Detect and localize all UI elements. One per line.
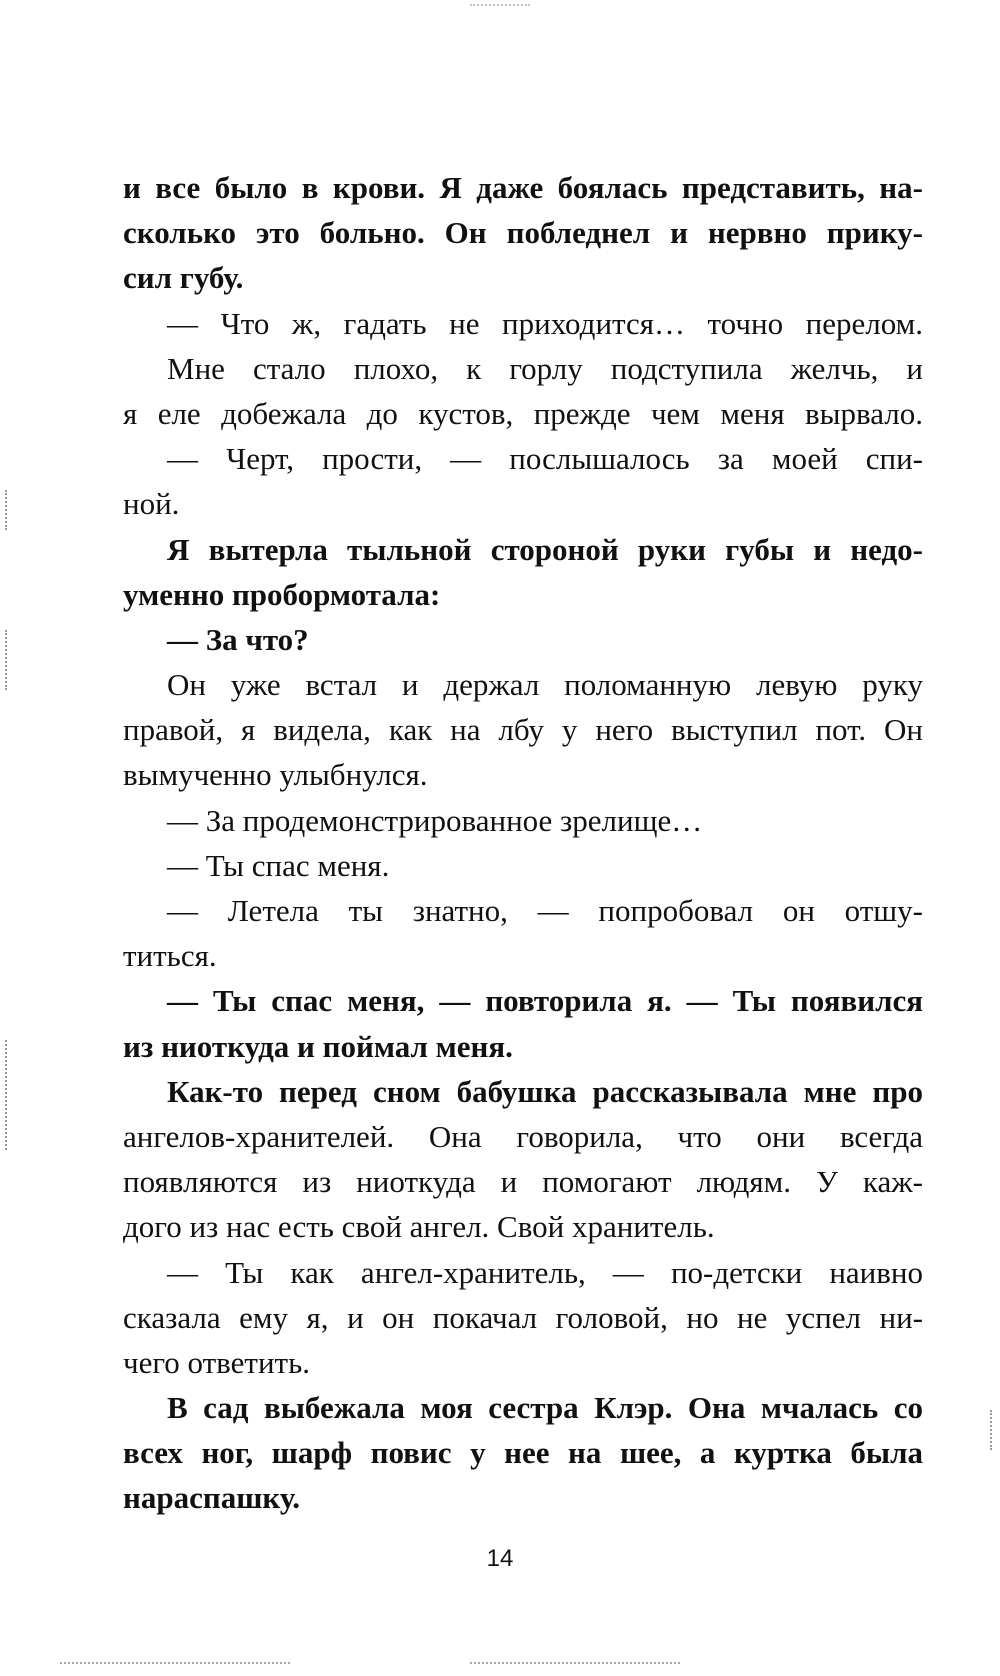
text-line: правой, я видела, как на лбу у него выступил пот. Он: [123, 712, 923, 748]
text-line: — Ты как ангел-хранитель, — по-детски наивно: [167, 1254, 923, 1290]
text-line: уменно пробормотала:: [123, 576, 441, 612]
text-line: Мне стало плохо, к горлу подступила желчь, и: [167, 350, 923, 386]
scan-edge-mark: [5, 630, 9, 690]
text-line: — За что?: [167, 621, 309, 657]
text-line: — Что ж, гадать не приходится… точно перелом.: [167, 305, 923, 341]
page-body-text: [123, 165, 923, 1521]
text-line: — Черт, прости, — послышалось за моей спи-: [167, 441, 923, 477]
text-line: я еле добежала до кустов, прежде чем меня вырвало.: [123, 395, 923, 431]
text-line: В сад выбежала моя сестра Клэр. Она мчалась со: [167, 1390, 923, 1426]
text-line: дого из нас есть свой ангел. Свой хранитель.: [123, 1209, 715, 1245]
text-line: чего ответить.: [123, 1344, 310, 1380]
text-line: и все было в крови. Я даже боялась представить, на-: [123, 170, 923, 205]
text-line: ангелов-хранителей. Она говорила, что они всегда: [123, 1118, 923, 1154]
scan-edge-mark: [60, 1662, 290, 1666]
scan-edge-mark: [470, 1662, 680, 1666]
text-line: из ниоткуда и поймал меня.: [123, 1028, 513, 1064]
text-line: появляются из ниоткуда и помогают людям. У каж-: [123, 1164, 923, 1200]
scan-edge-mark: [990, 1410, 994, 1450]
scan-edge-mark: [5, 490, 9, 530]
scan-edge-mark: [5, 1040, 9, 1150]
text-line: — Ты спас меня, — повторила я. — Ты появился: [167, 983, 923, 1019]
text-line: ной.: [123, 486, 180, 522]
text-line: сказала ему я, и он покачал головой, но не успел ни-: [123, 1299, 923, 1335]
text-line: — Ты спас меня.: [167, 847, 390, 883]
text-line: — За продемонстрированное зрелище…: [167, 802, 703, 838]
scan-edge-mark: [470, 4, 530, 8]
text-line: — Летела ты знатно, — попробовал он отшу-: [167, 893, 923, 928]
text-line: вымученно улыбнулся.: [123, 757, 428, 793]
text-line: сил губу.: [123, 260, 244, 296]
text-line: сколько это больно. Он побледнел и нервно прику-: [123, 215, 923, 251]
text-line: титься.: [123, 938, 217, 974]
text-line: нараспашку.: [123, 1480, 300, 1516]
text-line: Я вытерла тыльной стороной руки губы и недо-: [167, 531, 923, 567]
text-line: Он уже встал и держал поломанную левую руку: [167, 667, 923, 703]
text-line: всех ног, шарф повис у нее на шее, а куртка была: [123, 1435, 923, 1471]
page-number: 14: [486, 1545, 514, 1572]
text-line: Как-то перед сном бабушка рассказывала мне про: [167, 1073, 923, 1109]
